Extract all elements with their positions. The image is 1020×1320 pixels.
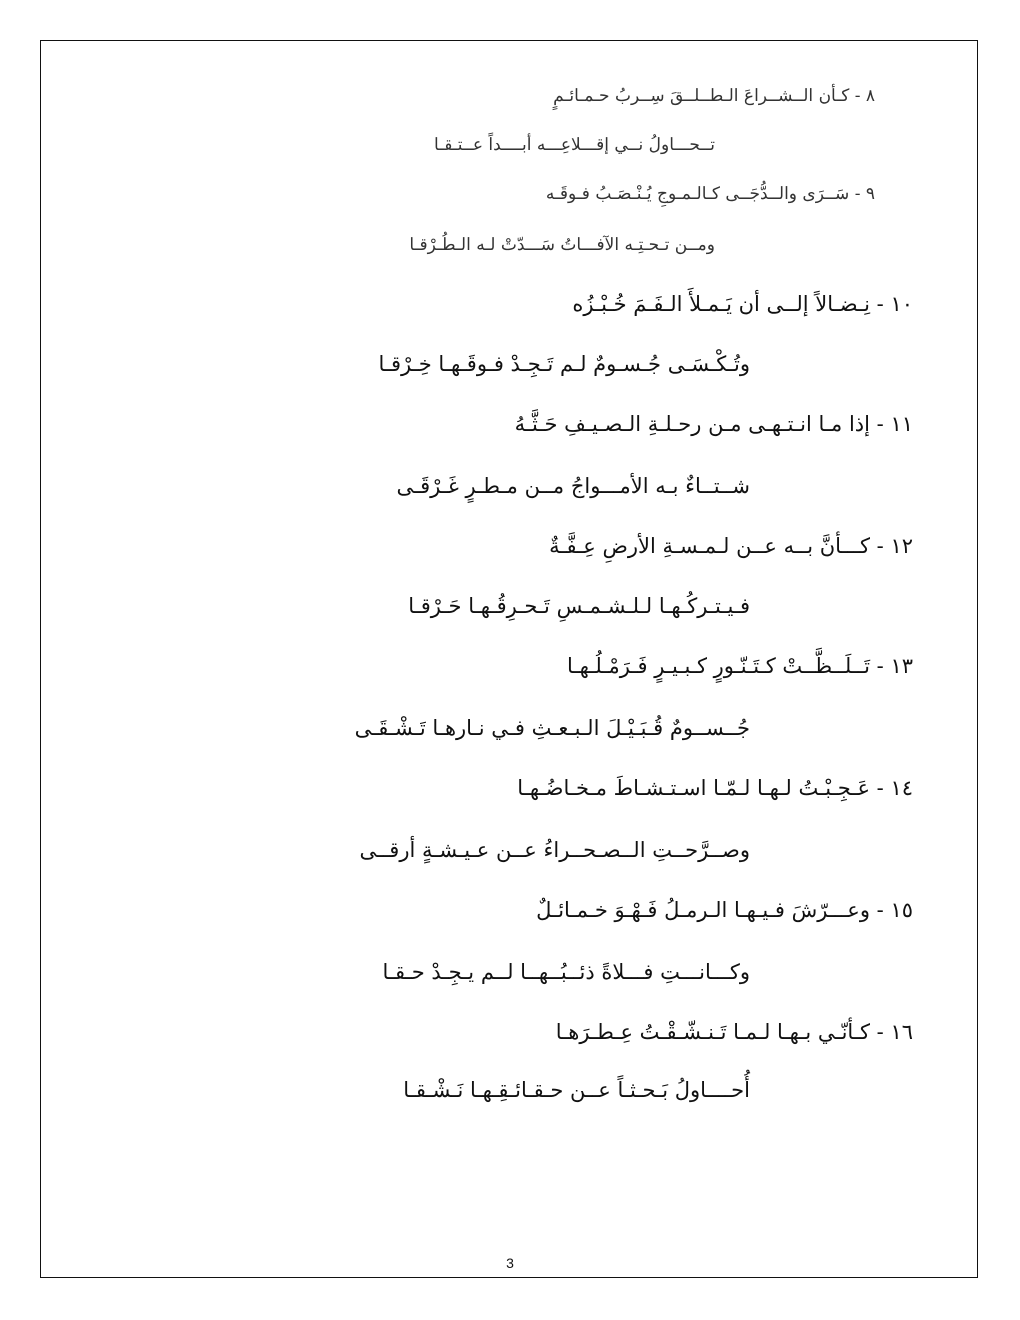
verse-10-second-hemistich: وتُـكْـسَـى جُـسـومٌ لـم تَـجِـدْ فـوقَـهـا خِـرْقـا [378, 352, 750, 376]
verse-12-second-hemistich: فـيـتـركُـهـا لـلـشـمـسِ تَـحـرِقُـهـا حَـرْقـا [408, 594, 750, 618]
verse-9-first-hemistich: ٩ - سَــرَى والــدُّجَــى كـالـمـوجِ يُـنْـصَـبُ فـوقَـه [545, 184, 875, 204]
page-number: 3 [506, 1255, 514, 1271]
verse-10-first-hemistich: ١٠ - نِـضـالاً إلــى أن يَـمـلأَ الـفَـمَ خُـبْـزُه [572, 292, 913, 316]
verse-16-first-hemistich: ١٦ - كـأنّـي بـهـا لـمـا تَـنـشّـقْـتُ عِـطـرَهـا [555, 1020, 913, 1044]
verse-13-first-hemistich: ١٣ - تَــلَــظَّــتْ كـتَـنّـورٍ كـبـيـرٍ فَـرَمْـلُـهـا [567, 654, 913, 678]
verse-8-first-hemistich: ٨ - كـأن الــشــراعَ الـطــلــقَ سِــربُ حـمـائـمٍ [553, 86, 875, 106]
verse-14-first-hemistich: ١٤ - عَـجِـبْـتُ لـهـا لـمّـا اسـتـشـاطَ مـخـاضُـهـا [517, 776, 913, 800]
verse-8-second-hemistich: تــحـــاولُ نــي إقـــلاعِـــه أبــــداً عــتـقـا [434, 135, 715, 155]
verse-12-first-hemistich: ١٢ - كـــأنَّ بــه عــن لـمـسـةِ الأرضِ عِـفَّـةٌ [549, 534, 913, 558]
verse-11-second-hemistich: شــتــاءٌ بـه الأمـــواجُ مــن مـطـرٍ غَـرْقَـى [396, 474, 750, 498]
verse-16-second-hemistich: أُحــــاولُ بَـحـثـاً عــن حـقـائـقِـهـا نَـشْـقـا [403, 1078, 750, 1102]
verse-15-second-hemistich: وكـــانـــتِ فـــلاةً ذئــبُــهــا لــم يـجِـدْ حـقـا [382, 960, 750, 984]
verse-9-second-hemistich: ومــن تـحـتِـه الآفـــاتُ سَـــدّتْ لـه الـطُـرْقـا [409, 235, 715, 255]
verse-11-first-hemistich: ١١ - إذا مـا انـتـهـى مـن رحـلـةِ الـصـيـفِ حَـثَّـهُ [514, 412, 913, 436]
verse-14-second-hemistich: وصــرَّحــتِ الــصـحــراءُ عــن عـيـشـةٍ أرقــى [359, 838, 750, 862]
verse-15-first-hemistich: ١٥ - وعـــرّشَ فـيـهـا الـرمـلُ فَـهْـوَ خـمـائـلٌ [536, 898, 913, 922]
verse-13-second-hemistich: جُــســومٌ قُـبَـيْـلَ الـبـعـثِ فـي نـارهـا تَـشْـقَـى [354, 716, 750, 740]
